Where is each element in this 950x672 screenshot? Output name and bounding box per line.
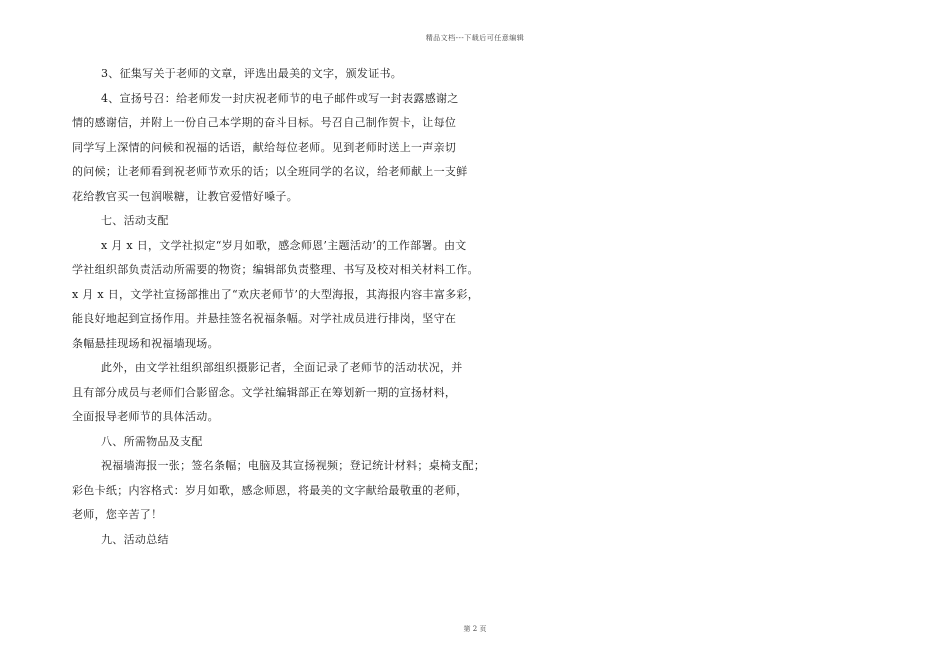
paragraph-line: 彩色卡纸；内容格式：岁月如歌，感念师恩，将最美的文字献给最敬重的老师， [72,483,468,497]
paragraph-line: 学社组织部负责活动所需要的物资；编辑部负责整理、书写及校对相关材料工作。 [72,263,479,276]
section-heading: 九、活动总结 [101,532,169,546]
paragraph-line: 同学写上深情的问候和祝福的话语，献给每位老师。见到老师时送上一声亲切 [72,140,457,154]
section-heading: 八、所需物品及支配 [101,434,203,448]
document-body [72,62,492,552]
paragraph-line: 老师，您辛苦了！ [72,508,163,521]
paragraph-line: 且有部分成员与老师们合影留念。文学社编辑部正在筹划新一期的宣扬材料， [72,385,457,399]
paragraph-line: x 月 x 日，文学社宣扬部推出了“欢庆老师节’的大型海报，其海报内容丰富多彩， [72,287,480,301]
paragraph-line: 的问候；让老师看到祝老师节欢乐的话；以全班同学的名议，给老师献上一支鲜 [72,165,468,178]
paragraph-line: 花给教官买一包润喉糖，让教官爱惜好嗓子。 [72,189,298,203]
paragraph-line: 能良好地起到宣扬作用。并悬挂签名祝福条幅。对学社成员进行排岗，坚守在 [72,312,457,325]
paragraph-line: 祝福墙海报一张；签名条幅；电脑及其宣扬视频；登记统计材料；桌椅支配； [101,459,486,472]
section-heading: 七、活动支配 [101,214,169,227]
paragraph-line: 全面报导老师节的具体活动。 [72,410,219,423]
paragraph-line: 条幅悬挂现场和祝福墙现场。 [72,336,219,350]
paragraph-line: 4、宣扬号召：给老师发一封庆祝老师节的电子邮件或写一封表露感谢之 [101,91,459,105]
paragraph-line: 3、征集写关于老师的文章，评选出最美的文字，颁发证书。 [101,67,403,80]
paragraph-line: 此外，由文学社组织部组织摄影记者，全面记录了老师节的活动状况，并 [101,361,463,374]
paragraph-line: 情的感谢信，并附上一份自己本学期的奋斗目标。号召自己制作贺卡，让每位 [72,116,457,129]
page-header: 精品文档---下载后可任意编辑 [425,34,525,42]
paragraph-line: x 月 x 日，文学社拟定“岁月如歌，感念师恩’主题活动’的工作部署。由文 [101,238,467,252]
page-number: 第 2 页 [463,625,487,633]
